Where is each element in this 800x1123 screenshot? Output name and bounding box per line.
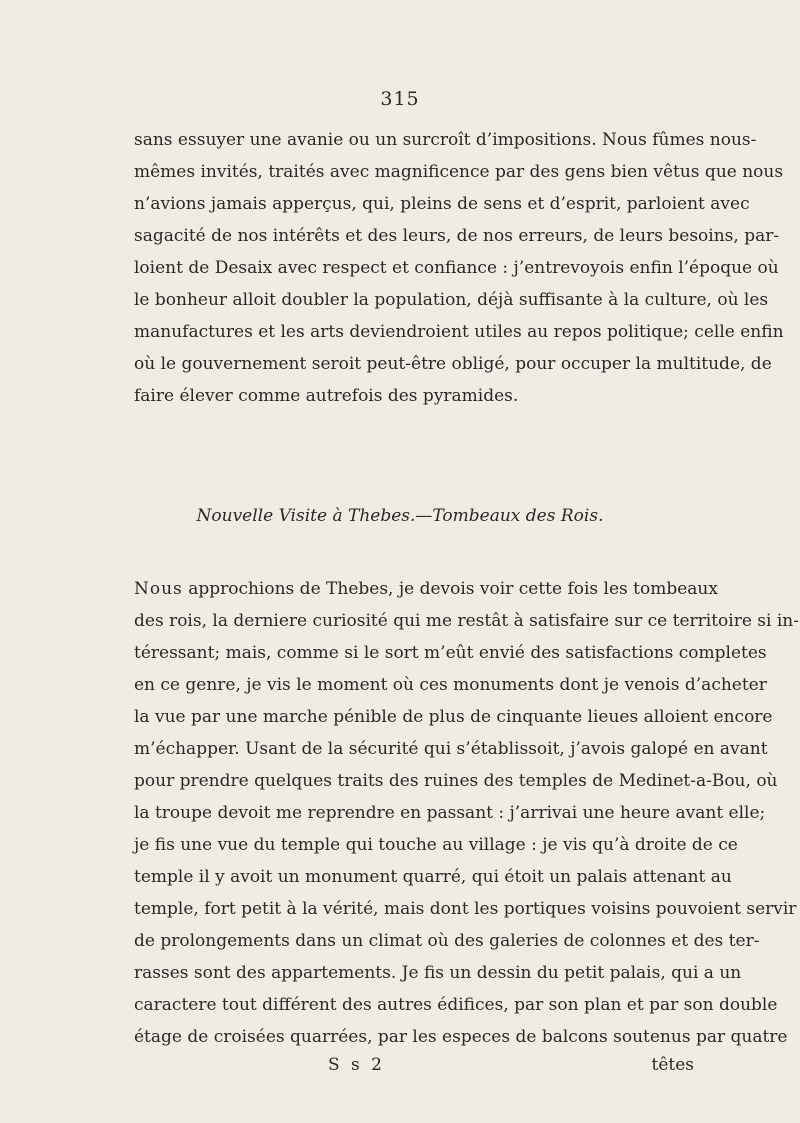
text-line: temple, fort petit à la vérité, mais dont les portiques voisins pouvoient servir [134, 899, 797, 919]
text-line-first [134, 573, 718, 605]
text-line: rasses sont des appartements. Je fis un dessin du petit palais, qui a un [134, 963, 742, 983]
text-line: pour prendre quelques traits des ruines des temples de Medinet-a-Bou, où [134, 771, 778, 791]
text-line: sagacité de nos intérêts et des leurs, de nos erreurs, de leurs besoins, par- [134, 226, 780, 246]
text-line: où le gouvernement seroit peut-être obligé, pour occuper la multitude, de [134, 354, 772, 374]
text-line: m’échapper. Usant de la sécurité qui s’établissoit, j’avois galopé en avant [134, 739, 768, 759]
text-line: manufactures et les arts deviendroient utiles au repos politique; celle enfin [134, 322, 784, 342]
text-line: loient de Desaix avec respect et confiance : j’entrevoyois enfin l’époque où [134, 258, 779, 278]
text-line: la troupe devoit me reprendre en passant : j’arrivai une heure avant elle; [134, 803, 766, 823]
text-line: caractere tout différent des autres édifices, par son plan et par son double [134, 995, 778, 1015]
paragraph-2 [134, 573, 799, 1053]
page-footer [134, 1055, 694, 1085]
text-line: des rois, la derniere curiosité qui me restât à satisfaire sur ce territoire si in- [134, 611, 799, 631]
paragraph-1 [134, 124, 784, 412]
text-line: de prolongements dans un climat où des galeries de colonnes et des ter- [134, 931, 760, 951]
first-word: Nous [134, 579, 183, 599]
text-line: en ce genre, je vis le moment où ces monuments dont je venois d’acheter [134, 675, 767, 695]
signature-mark: S s 2 [328, 1055, 385, 1075]
text-line: mêmes invités, traités avec magnificence par des gens bien vêtus que nous [134, 162, 784, 182]
catchword: têtes [651, 1055, 694, 1075]
text-line: le bonheur alloit doubler la population, déjà suffisante à la culture, où les [134, 290, 769, 310]
first-line-rest: approchions de Thebes, je devois voir cette fois les tombeaux [182, 579, 718, 599]
text-line: je fis une vue du temple qui touche au village : je vis qu’à droite de ce [134, 835, 738, 855]
text-line: temple il y avoit un monument quarré, qui étoit un palais attenant au [134, 867, 732, 887]
text-line: la vue par une marche pénible de plus de cinquante lieues alloient encore [134, 707, 773, 727]
page-number: 315 [380, 88, 420, 110]
text-line: faire élever comme autrefois des pyramides. [134, 386, 519, 406]
text-line: téressant; mais, comme si le sort m’eût envié des satisfactions completes [134, 643, 767, 663]
text-line: n’avions jamais apperçus, qui, pleins de sens et d’esprit, parloient avec [134, 194, 750, 214]
text-line: étage de croisées quarrées, par les especes de balcons soutenus par quatre [134, 1027, 788, 1047]
text-line: sans essuyer une avanie ou un surcroît d’impositions. Nous fûmes nous- [134, 130, 757, 150]
section-heading: Nouvelle Visite à Thebes.—Tombeaux des Rois. [196, 506, 604, 526]
